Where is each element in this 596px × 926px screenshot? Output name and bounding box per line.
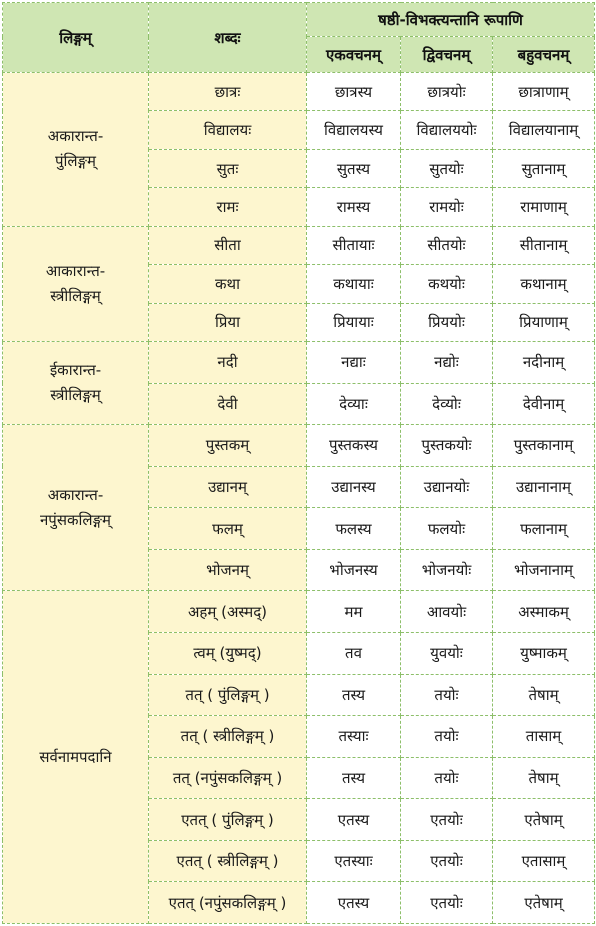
bahuvachanam-cell: भोजनानाम् bbox=[493, 549, 595, 591]
bahuvachanam-cell: फलानाम् bbox=[493, 508, 595, 550]
word-cell: रामः bbox=[149, 188, 307, 226]
bahuvachanam-cell: कथानाम् bbox=[493, 265, 595, 303]
dvivachanam-cell: कथयोः bbox=[401, 265, 493, 303]
dvivachanam-cell: उद्यानयोः bbox=[401, 466, 493, 508]
declension-table bbox=[2, 2, 595, 924]
header-dvivachanam: द्विवचनम् bbox=[401, 37, 493, 73]
word-cell: विद्यालयः bbox=[149, 111, 307, 149]
bahuvachanam-cell: पुस्तकानाम् bbox=[493, 425, 595, 467]
ekavachanam-cell: एतस्याः bbox=[307, 840, 401, 882]
bahuvachanam-cell: उद्यानानाम् bbox=[493, 466, 595, 508]
group-label bbox=[3, 342, 149, 425]
table-row bbox=[3, 73, 595, 111]
word-cell: तत् ( स्त्रीलिङ्गम् ) bbox=[149, 716, 307, 758]
word-cell: कथा bbox=[149, 265, 307, 303]
group-label-line: स्त्रीलिङ्गम् bbox=[50, 386, 101, 405]
table-row bbox=[3, 591, 595, 633]
word-cell: त्वम् (युष्मद्) bbox=[149, 633, 307, 675]
bahuvachanam-cell: एतेषाम् bbox=[493, 799, 595, 841]
dvivachanam-cell: तयोः bbox=[401, 716, 493, 758]
dvivachanam-cell: नद्योः bbox=[401, 342, 493, 384]
bahuvachanam-cell: सीतानाम् bbox=[493, 226, 595, 264]
bahuvachanam-cell: प्रियाणाम् bbox=[493, 303, 595, 341]
ekavachanam-cell: प्रियायाः bbox=[307, 303, 401, 341]
dvivachanam-cell: भोजनयोः bbox=[401, 549, 493, 591]
dvivachanam-cell: देव्योः bbox=[401, 383, 493, 425]
word-cell: फलम् bbox=[149, 508, 307, 550]
word-cell: देवी bbox=[149, 383, 307, 425]
group-label-line: अकारान्त- bbox=[47, 127, 104, 146]
dvivachanam-cell: रामयोः bbox=[401, 188, 493, 226]
dvivachanam-cell: छात्रयोः bbox=[401, 73, 493, 111]
dvivachanam-cell: आवयोः bbox=[401, 591, 493, 633]
bahuvachanam-cell: विद्यालयानाम् bbox=[493, 111, 595, 149]
group-label bbox=[3, 591, 149, 924]
header-linga: लिङ्गम् bbox=[3, 3, 149, 73]
bahuvachanam-cell: एतेषाम् bbox=[493, 882, 595, 924]
dvivachanam-cell: प्रिययोः bbox=[401, 303, 493, 341]
bahuvachanam-cell: तेषाम् bbox=[493, 674, 595, 716]
ekavachanam-cell: उद्यानस्य bbox=[307, 466, 401, 508]
dvivachanam-cell: एतयोः bbox=[401, 840, 493, 882]
group-label-line: सर्वनामपदानि bbox=[39, 747, 112, 766]
bahuvachanam-cell: रामाणाम् bbox=[493, 188, 595, 226]
header-ekavachanam: एकवचनम् bbox=[307, 37, 401, 73]
word-cell: उद्यानम् bbox=[149, 466, 307, 508]
word-cell: एतत् ( पुंलिङ्गम् ) bbox=[149, 799, 307, 841]
ekavachanam-cell: सीतायाः bbox=[307, 226, 401, 264]
group-label bbox=[3, 226, 149, 341]
ekavachanam-cell: एतस्य bbox=[307, 799, 401, 841]
bahuvachanam-cell: नदीनाम् bbox=[493, 342, 595, 384]
word-cell: छात्रः bbox=[149, 73, 307, 111]
dvivachanam-cell: सुतयोः bbox=[401, 149, 493, 187]
group-label-line: पुंलिङ्गम् bbox=[54, 152, 97, 171]
ekavachanam-cell: रामस्य bbox=[307, 188, 401, 226]
ekavachanam-cell: फलस्य bbox=[307, 508, 401, 550]
dvivachanam-cell: विद्यालययोः bbox=[401, 111, 493, 149]
word-cell: अहम् (अस्मद्) bbox=[149, 591, 307, 633]
bahuvachanam-cell: युष्माकम् bbox=[493, 633, 595, 675]
dvivachanam-cell: युवयोः bbox=[401, 633, 493, 675]
dvivachanam-cell: तयोः bbox=[401, 674, 493, 716]
dvivachanam-cell: एतयोः bbox=[401, 882, 493, 924]
dvivachanam-cell: फलयोः bbox=[401, 508, 493, 550]
ekavachanam-cell: तव bbox=[307, 633, 401, 675]
bahuvachanam-cell: अस्माकम् bbox=[493, 591, 595, 633]
group-label-line: स्त्रीलिङ्गम् bbox=[50, 286, 101, 305]
ekavachanam-cell: पुस्तकस्य bbox=[307, 425, 401, 467]
word-cell: नदी bbox=[149, 342, 307, 384]
bahuvachanam-cell: तेषाम् bbox=[493, 757, 595, 799]
word-cell: एतत् ( स्त्रीलिङ्गम् ) bbox=[149, 840, 307, 882]
ekavachanam-cell: तस्याः bbox=[307, 716, 401, 758]
header-shabda: शब्दः bbox=[149, 3, 307, 73]
table-row bbox=[3, 425, 595, 467]
header-bahuvachanam: बहुवचनम् bbox=[493, 37, 595, 73]
ekavachanam-cell: मम bbox=[307, 591, 401, 633]
table-row bbox=[3, 226, 595, 264]
group-label bbox=[3, 73, 149, 227]
header-shashthi: षष्ठी-विभक्त्यन्तानि रूपाणि bbox=[307, 3, 595, 37]
group-label-line: नपुंसकलिङ्गम् bbox=[39, 510, 112, 529]
ekavachanam-cell: सुतस्य bbox=[307, 149, 401, 187]
ekavachanam-cell: छात्रस्य bbox=[307, 73, 401, 111]
ekavachanam-cell: कथायाः bbox=[307, 265, 401, 303]
word-cell: प्रिया bbox=[149, 303, 307, 341]
dvivachanam-cell: एतयोः bbox=[401, 799, 493, 841]
ekavachanam-cell: भोजनस्य bbox=[307, 549, 401, 591]
bahuvachanam-cell: देवीनाम् bbox=[493, 383, 595, 425]
word-cell: पुस्तकम् bbox=[149, 425, 307, 467]
group-label-line: अकारान्त- bbox=[47, 485, 104, 504]
table-row bbox=[3, 342, 595, 384]
word-cell: सुतः bbox=[149, 149, 307, 187]
dvivachanam-cell: तयोः bbox=[401, 757, 493, 799]
bahuvachanam-cell: छात्राणाम् bbox=[493, 73, 595, 111]
ekavachanam-cell: तस्य bbox=[307, 674, 401, 716]
bahuvachanam-cell: सुतानाम् bbox=[493, 149, 595, 187]
ekavachanam-cell: नद्याः bbox=[307, 342, 401, 384]
ekavachanam-cell: एतस्य bbox=[307, 882, 401, 924]
table-body bbox=[3, 73, 595, 924]
group-label-line: आकारान्त- bbox=[45, 261, 106, 280]
ekavachanam-cell: देव्याः bbox=[307, 383, 401, 425]
bahuvachanam-cell: एतासाम् bbox=[493, 840, 595, 882]
word-cell: सीता bbox=[149, 226, 307, 264]
ekavachanam-cell: तस्य bbox=[307, 757, 401, 799]
word-cell: भोजनम् bbox=[149, 549, 307, 591]
group-label bbox=[3, 425, 149, 591]
word-cell: तत् ( पुंलिङ्गम् ) bbox=[149, 674, 307, 716]
group-label-line: ईकारान्त- bbox=[49, 361, 102, 380]
dvivachanam-cell: सीतयोः bbox=[401, 226, 493, 264]
ekavachanam-cell: विद्यालयस्य bbox=[307, 111, 401, 149]
word-cell: तत् (नपुंसकलिङ्गम् ) bbox=[149, 757, 307, 799]
bahuvachanam-cell: तासाम् bbox=[493, 716, 595, 758]
dvivachanam-cell: पुस्तकयोः bbox=[401, 425, 493, 467]
word-cell: एतत् (नपुंसकलिङ्गम् ) bbox=[149, 882, 307, 924]
